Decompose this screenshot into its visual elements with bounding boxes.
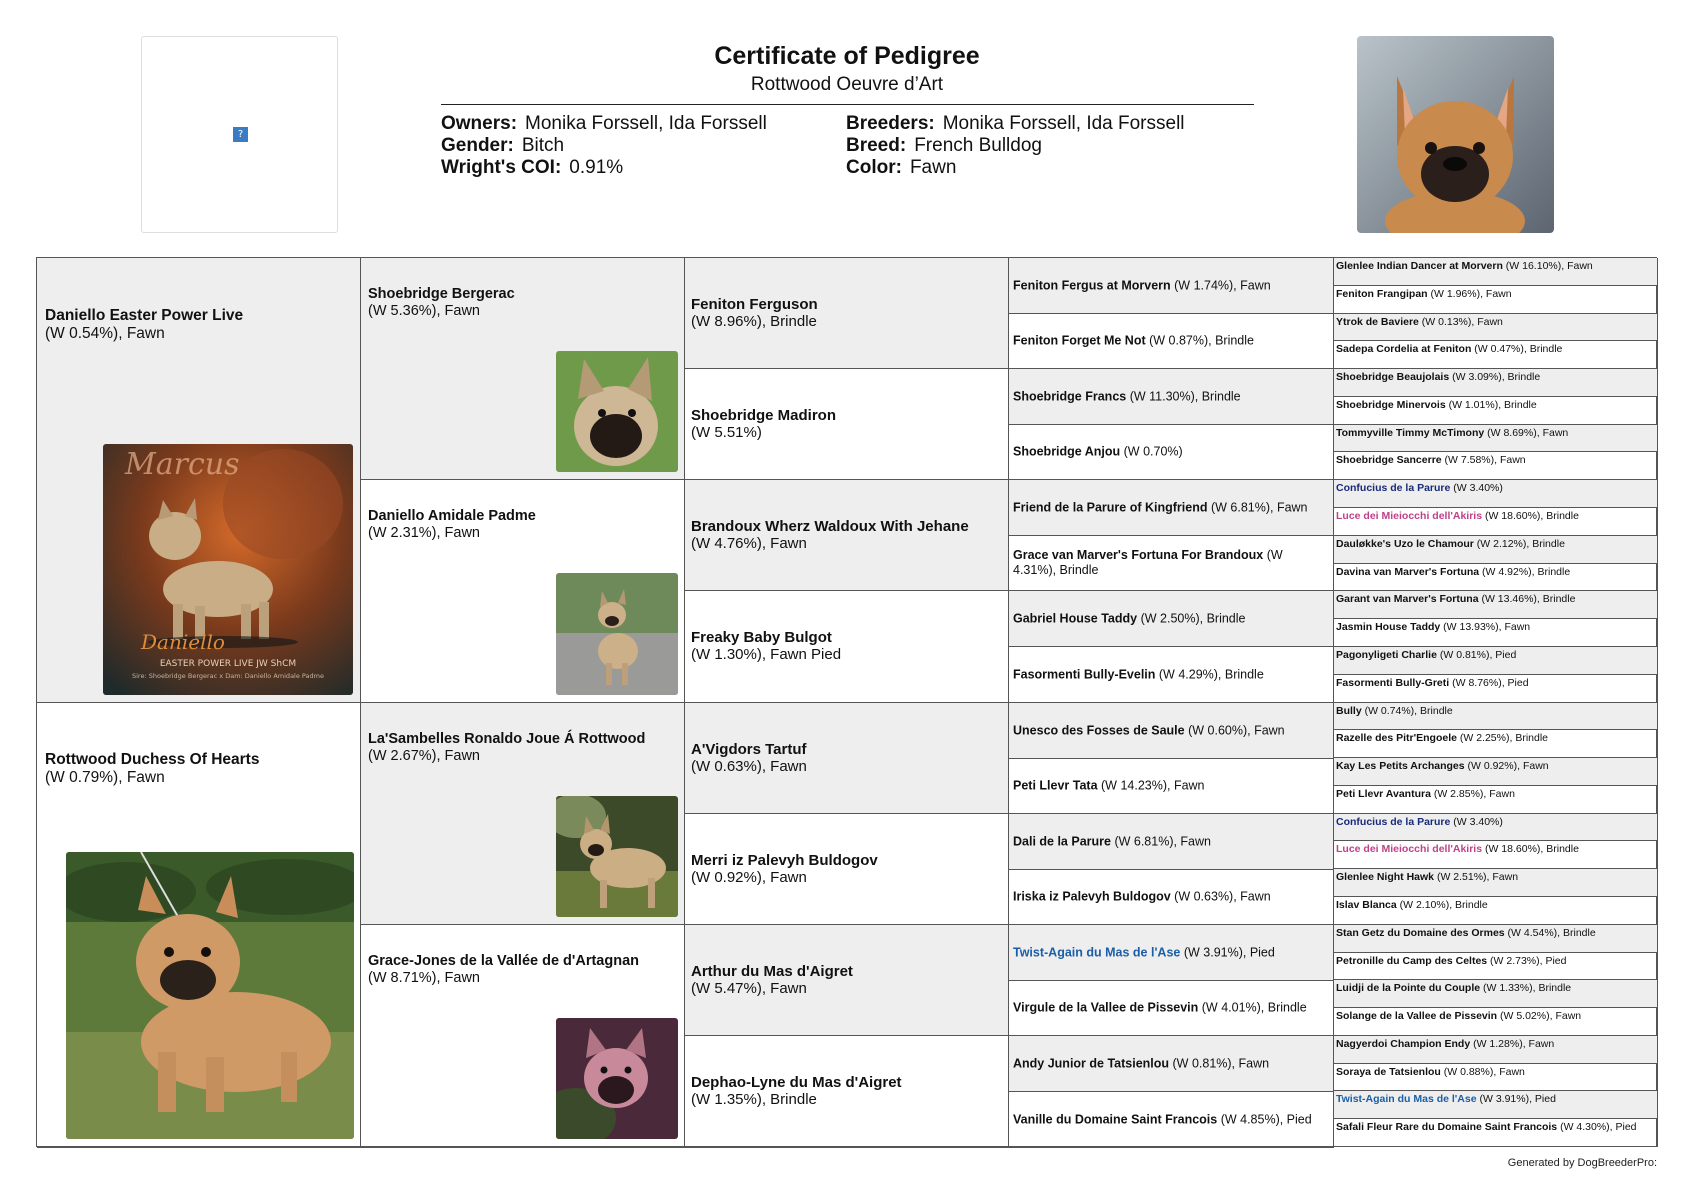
gen4-detail-4: (W 0.70%) <box>1120 444 1183 459</box>
breed-label: Breed: <box>846 135 907 156</box>
gen5-name-10: Luce dei Mieiocchi dell'Akiris <box>1336 510 1483 522</box>
gen4-name-15: Andy Junior de Tatsienlou <box>1013 1056 1170 1070</box>
gen4-name-3: Shoebridge Francs <box>1013 389 1127 403</box>
gen5-detail-4: (W 0.47%), Brindle <box>1471 343 1563 355</box>
gen5-name-32: Safali Fleur Rare du Domaine Saint Francois <box>1336 1121 1558 1133</box>
photo-script-bottom: Daniello <box>141 630 225 654</box>
gen4-detail-16: (W 4.85%), Pied <box>1217 1112 1312 1126</box>
gen5-detail-6: (W 1.01%), Brindle <box>1445 399 1537 411</box>
gen5-name-14: Jasmin House Taddy <box>1336 621 1441 633</box>
gen3-detail-3: (W 4.76%), Fawn <box>691 535 807 552</box>
gen5-name-29: Nagyerdoi Champion Endy <box>1336 1038 1471 1050</box>
gen4-detail-6: (W 4.31%), Brindle <box>1013 548 1283 577</box>
gen5-cell-12 <box>1334 564 1658 591</box>
gen3-detail-1: (W 8.96%), Brindle <box>691 313 817 330</box>
gen5-name-20: Peti Llevr Avantura <box>1336 788 1431 800</box>
owners-label: Owners: <box>441 113 518 134</box>
gen5-cell-8 <box>1334 452 1658 480</box>
gen3-cell-7 <box>685 925 1009 1036</box>
dam-name: Rottwood Duchess Of Hearts <box>45 751 260 768</box>
gen2-cell-2 <box>361 480 685 703</box>
sire-cell <box>37 258 361 703</box>
gen5-name-24: Islav Blanca <box>1336 899 1397 911</box>
dog-name-subtitle: Rottwood Oeuvre d’Art <box>750 74 944 95</box>
gen3-detail-6: (W 0.92%), Fawn <box>691 869 807 886</box>
gen4-name-13[interactable]: Twist-Again du Mas de l'Ase <box>1013 945 1181 959</box>
sire-photo <box>103 444 353 695</box>
gender-value: Bitch <box>521 135 565 156</box>
gen4-detail-1: (W 1.74%), Fawn <box>1170 278 1271 292</box>
gen4-name-14: Virgule de la Vallee de Pissevin <box>1013 1000 1199 1015</box>
gen5-detail-26: (W 2.73%), Pied <box>1487 955 1567 967</box>
gen5-detail-11: (W 2.12%), Brindle <box>1473 538 1565 550</box>
gen3-detail-2: (W 5.51%) <box>691 424 762 441</box>
gen5-cell-11 <box>1334 536 1658 564</box>
gen5-detail-7: (W 8.69%), Fawn <box>1484 427 1569 439</box>
gen5-detail-3: (W 0.13%), Fawn <box>1418 316 1503 328</box>
gen5-cell-24 <box>1334 897 1658 925</box>
gen5-cell-2 <box>1334 286 1658 314</box>
pedigree-chart <box>36 257 1657 1147</box>
gen5-name-11: Dauløkke's Uzo le Chamour <box>1336 538 1474 550</box>
gen5-detail-23: (W 2.51%), Fawn <box>1434 871 1519 883</box>
gender-label: Gender: <box>441 135 514 156</box>
coi-value: 0.91% <box>569 157 624 178</box>
owner-info-block <box>441 113 767 179</box>
gen4-cell-12 <box>1009 870 1334 925</box>
gen4-detail-9: (W 0.60%), Fawn <box>1184 723 1285 737</box>
gen5-detail-12: (W 4.92%), Brindle <box>1479 566 1571 578</box>
gen5-detail-29: (W 1.28%), Fawn <box>1470 1038 1555 1050</box>
gen5-name-27: Luidji de la Pointe du Couple <box>1336 982 1481 994</box>
breeders-value: Monika Forssell, Ida Forssell <box>942 113 1185 134</box>
gen4-name-2: Feniton Forget Me Not <box>1013 333 1146 348</box>
gen4-name-8: Fasormenti Bully-Evelin <box>1013 667 1156 681</box>
gen2-photo-2 <box>556 573 678 695</box>
gen3-name-8: Dephao-Lyne du Mas d'Aigret <box>691 1074 902 1091</box>
gen5-cell-4 <box>1334 341 1658 369</box>
gen3-detail-4: (W 1.30%), Fawn Pied <box>691 646 842 663</box>
gen5-name-31[interactable]: Twist-Again du Mas de l'Ase <box>1336 1093 1477 1105</box>
gen5-detail-27: (W 1.33%), Brindle <box>1480 982 1572 994</box>
gen4-cell-16 <box>1009 1092 1334 1148</box>
gen5-detail-25: (W 4.54%), Brindle <box>1504 927 1596 939</box>
gen5-detail-14: (W 13.93%), Fawn <box>1440 621 1531 633</box>
gen4-cell-13 <box>1009 925 1334 981</box>
gen4-name-1: Feniton Fergus at Morvern <box>1013 278 1171 292</box>
gen4-cell-3 <box>1009 369 1334 425</box>
gen4-name-4: Shoebridge Anjou <box>1013 444 1121 459</box>
gen2-photo-3 <box>556 796 678 917</box>
gen4-cell-4 <box>1009 425 1334 480</box>
gen5-detail-1: (W 16.10%), Fawn <box>1502 260 1593 272</box>
gen4-name-10: Peti Llevr Tata <box>1013 778 1098 793</box>
gen3-detail-8: (W 1.35%), Brindle <box>691 1091 817 1108</box>
gen5-name-28: Solange de la Vallee de Pissevin <box>1336 1010 1498 1022</box>
gen2-cell-4 <box>361 925 685 1148</box>
gen5-detail-5: (W 3.09%), Brindle <box>1449 371 1541 383</box>
sire-name: Daniello Easter Power Live <box>45 307 244 324</box>
breed-value: French Bulldog <box>914 135 1042 156</box>
gen3-cell-2 <box>685 369 1009 480</box>
gen5-name-13: Garant van Marver's Fortuna <box>1336 593 1479 605</box>
gen4-cell-15 <box>1009 1036 1334 1092</box>
sire-detail: (W 0.54%), Fawn <box>45 325 165 342</box>
gen2-name-2: Daniello Amidale Padme <box>368 508 536 524</box>
gen5-detail-24: (W 2.10%), Brindle <box>1396 899 1488 911</box>
subject-dog-photo <box>1357 36 1554 233</box>
gen4-detail-15: (W 0.81%), Fawn <box>1169 1056 1270 1070</box>
gen4-detail-10: (W 14.23%), Fawn <box>1097 778 1205 793</box>
gen5-detail-19: (W 0.92%), Fawn <box>1464 760 1549 772</box>
gen2-cell-1 <box>361 258 685 480</box>
gen5-name-22: Luce dei Mieiocchi dell'Akiris <box>1336 843 1483 855</box>
gen4-cell-1 <box>1009 258 1334 314</box>
gen3-cell-1 <box>685 258 1009 369</box>
gen5-detail-16: (W 8.76%), Pied <box>1449 677 1529 689</box>
photo-caption-parents: Sire: Shoebridge Bergerac x Dam: Daniello Amidale Padme <box>132 672 324 680</box>
gen3-name-3: Brandoux Wherz Waldoux With Jehane <box>691 518 969 535</box>
gen2-name-4: Grace-Jones de la Vallée de d'Artagnan <box>368 953 639 969</box>
gen5-cell-27 <box>1334 980 1658 1008</box>
gen5-cell-18 <box>1334 730 1658 758</box>
gen5-cell-1 <box>1334 258 1658 286</box>
coi-label: Wright's COI: <box>441 157 562 178</box>
gen5-name-3: Ytrok de Baviere <box>1336 316 1419 328</box>
gen5-name-15: Pagonyligeti Charlie <box>1336 649 1437 661</box>
gen5-name-17: Bully <box>1336 705 1362 717</box>
broken-image-icon: ? <box>233 127 248 142</box>
gen2-name-1: Shoebridge Bergerac <box>368 286 515 302</box>
gen5-cell-32 <box>1334 1119 1658 1147</box>
footer-credit: Generated by DogBreederPro: <box>1507 1157 1657 1169</box>
gen5-cell-5 <box>1334 369 1658 397</box>
gen3-name-7: Arthur du Mas d'Aigret <box>691 963 853 980</box>
gen5-name-4: Sadepa Cordelia at Feniton <box>1336 343 1472 355</box>
gen5-name-25: Stan Getz du Domaine des Ormes <box>1336 927 1505 939</box>
gen4-name-9: Unesco des Fosses de Saule <box>1013 723 1185 737</box>
gen5-detail-2: (W 1.96%), Fawn <box>1427 288 1512 300</box>
gen5-cell-23 <box>1334 869 1658 897</box>
dam-photo <box>66 852 354 1139</box>
gen5-cell-28 <box>1334 1008 1658 1036</box>
gen5-detail-21: (W 3.40%) <box>1450 816 1503 828</box>
gen5-cell-26 <box>1334 953 1658 980</box>
gen3-cell-3 <box>685 480 1009 591</box>
gen5-name-21: Confucius de la Parure <box>1336 816 1451 828</box>
gen3-cell-8 <box>685 1036 1009 1148</box>
photo-caption-title: EASTER POWER LIVE JW ShCM <box>159 659 297 669</box>
gen5-name-5: Shoebridge Beaujolais <box>1336 371 1450 383</box>
gen4-detail-7: (W 2.50%), Brindle <box>1137 611 1246 625</box>
gen4-name-11: Dali de la Parure <box>1013 834 1111 848</box>
gen5-cell-9 <box>1334 480 1658 508</box>
dam-cell <box>37 703 361 1148</box>
gen5-cell-15 <box>1334 647 1658 675</box>
gen5-detail-32: (W 4.30%), Pied <box>1557 1121 1637 1133</box>
gen5-cell-16 <box>1334 675 1658 703</box>
gen5-detail-18: (W 2.25%), Brindle <box>1456 732 1548 744</box>
gen2-detail-4: (W 8.71%), Fawn <box>368 970 480 986</box>
gen4-cell-11 <box>1009 814 1334 870</box>
breed-info-block <box>846 113 1185 179</box>
gen5-name-30: Soraya de Tatsienlou <box>1336 1066 1441 1078</box>
gen5-name-1: Glenlee Indian Dancer at Morvern <box>1336 260 1503 272</box>
gen4-detail-11: (W 6.81%), Fawn <box>1110 834 1211 848</box>
gen5-detail-10: (W 18.60%), Brindle <box>1482 510 1579 522</box>
gen2-detail-2: (W 2.31%), Fawn <box>368 525 480 541</box>
gen5-detail-17: (W 0.74%), Brindle <box>1361 705 1453 717</box>
gen5-cell-25 <box>1334 925 1658 953</box>
gen5-cell-30 <box>1334 1064 1658 1091</box>
gen2-detail-3: (W 2.67%), Fawn <box>368 748 480 764</box>
gen5-detail-15: (W 0.81%), Pied <box>1436 649 1517 661</box>
gen4-detail-2: (W 0.87%), Brindle <box>1145 333 1254 348</box>
gen3-detail-7: (W 5.47%), Fawn <box>691 980 807 997</box>
photo-script-top: Marcus <box>125 447 240 482</box>
gen4-cell-14 <box>1009 981 1334 1036</box>
gen5-detail-31: (W 3.91%), Pied <box>1476 1093 1556 1105</box>
gen3-name-2: Shoebridge Madiron <box>691 407 837 424</box>
breeders-label: Breeders: <box>846 113 935 134</box>
gen3-name-6: Merri iz Palevyh Buldogov <box>691 852 878 869</box>
gen4-detail-12: (W 0.63%), Fawn <box>1170 889 1271 904</box>
gen5-name-26: Petronille du Camp des Celtes <box>1336 955 1488 967</box>
gen5-detail-9: (W 3.40%) <box>1450 482 1503 494</box>
gen5-name-8: Shoebridge Sancerre <box>1336 454 1442 466</box>
gen5-name-23: Glenlee Night Hawk <box>1336 871 1435 883</box>
gen5-cell-14 <box>1334 619 1658 647</box>
gen2-photo-1 <box>556 351 678 472</box>
kennel-logo-placeholder <box>141 36 338 233</box>
gen4-name-12: Iriska iz Palevyh Buldogov <box>1013 889 1171 904</box>
gen5-cell-6 <box>1334 397 1658 425</box>
gen5-detail-8: (W 7.58%), Fawn <box>1441 454 1526 466</box>
gen3-name-1: Feniton Ferguson <box>691 296 818 313</box>
gen5-name-9: Confucius de la Parure <box>1336 482 1451 494</box>
gen5-name-18: Razelle des Pitr'Engoele <box>1336 732 1457 744</box>
gen5-detail-20: (W 2.85%), Fawn <box>1430 788 1515 800</box>
gen5-name-12: Davina van Marver's Fortuna <box>1336 566 1480 578</box>
gen4-name-5: Friend de la Parure of Kingfriend <box>1013 500 1208 514</box>
color-label: Color: <box>846 157 902 178</box>
gen4-name-16: Vanille du Domaine Saint Francois <box>1013 1112 1218 1126</box>
gen4-detail-3: (W 11.30%), Brindle <box>1126 389 1241 403</box>
dam-detail: (W 0.79%), Fawn <box>45 769 165 786</box>
gen4-cell-8 <box>1009 647 1334 703</box>
gen4-cell-6 <box>1009 536 1334 591</box>
gen4-detail-8: (W 4.29%), Brindle <box>1155 667 1264 681</box>
gen4-name-6: Grace van Marver's Fortuna For Brandoux <box>1013 548 1264 562</box>
gen5-cell-31 <box>1334 1091 1658 1119</box>
gen5-cell-21 <box>1334 814 1658 841</box>
gen3-cell-6 <box>685 814 1009 925</box>
gen4-detail-13: (W 3.91%), Pied <box>1180 945 1275 959</box>
gen5-cell-17 <box>1334 703 1658 730</box>
gen5-detail-22: (W 18.60%), Brindle <box>1482 843 1579 855</box>
gen4-cell-5 <box>1009 480 1334 536</box>
gen5-cell-22 <box>1334 841 1658 869</box>
gen2-detail-1: (W 5.36%), Fawn <box>368 303 480 319</box>
gen2-photo-4 <box>556 1018 678 1139</box>
gen4-detail-5: (W 6.81%), Fawn <box>1207 500 1308 514</box>
gen5-cell-20 <box>1334 786 1658 814</box>
gen4-cell-10 <box>1009 759 1334 814</box>
gen5-name-6: Shoebridge Minervois <box>1336 399 1446 411</box>
gen5-detail-13: (W 13.46%), Brindle <box>1478 593 1576 605</box>
owners-value: Monika Forssell, Ida Forssell <box>525 113 767 134</box>
gen3-cell-4 <box>685 591 1009 703</box>
gen3-cell-5 <box>685 703 1009 814</box>
header-divider <box>441 104 1254 105</box>
gen4-detail-14: (W 4.01%), Brindle <box>1198 1000 1307 1015</box>
gen3-name-4: Freaky Baby Bulgot <box>691 629 832 646</box>
gen4-cell-7 <box>1009 591 1334 647</box>
gen5-name-16: Fasormenti Bully-Greti <box>1336 677 1450 689</box>
gen2-cell-3 <box>361 703 685 925</box>
gen5-cell-10 <box>1334 508 1658 536</box>
gen4-name-7: Gabriel House Taddy <box>1013 611 1138 625</box>
gen5-cell-19 <box>1334 758 1658 786</box>
gen5-cell-3 <box>1334 314 1658 341</box>
gen5-cell-13 <box>1334 591 1658 619</box>
gen5-name-19: Kay Les Petits Archanges <box>1336 760 1465 772</box>
gen5-name-7: Tommyville Timmy McTimony <box>1336 427 1485 439</box>
gen5-detail-30: (W 0.88%), Fawn <box>1440 1066 1525 1078</box>
color-value: Fawn <box>909 157 957 178</box>
gen5-detail-28: (W 5.02%), Fawn <box>1497 1010 1582 1022</box>
gen5-name-2: Feniton Frangipan <box>1336 288 1428 300</box>
gen4-cell-2 <box>1009 314 1334 369</box>
gen3-detail-5: (W 0.63%), Fawn <box>691 758 807 775</box>
gen2-name-3: La'Sambelles Ronaldo Joue Á Rottwood <box>368 731 646 747</box>
gen4-cell-9 <box>1009 703 1334 759</box>
certificate-title: Certificate of Pedigree <box>714 42 980 70</box>
gen5-cell-29 <box>1334 1036 1658 1064</box>
gen5-cell-7 <box>1334 425 1658 452</box>
gen3-name-5: A'Vigdors Tartuf <box>691 741 807 758</box>
